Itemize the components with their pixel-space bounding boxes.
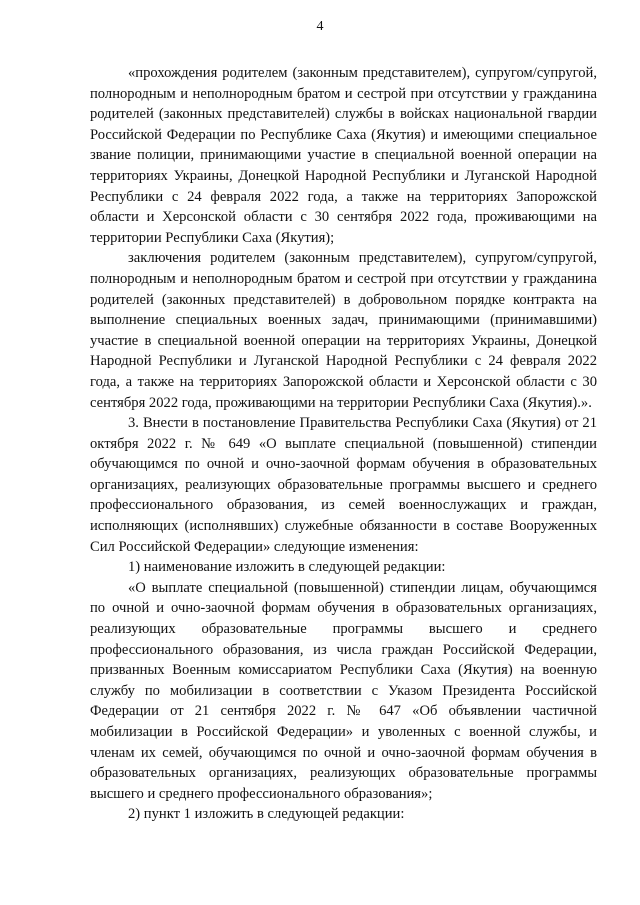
paragraph-subitem-1: 1) наименование изложить в следующей редакции: — [128, 559, 446, 576]
document-body — [90, 63, 597, 825]
paragraph-subitem-2: 2) пункт 1 изложить в следующей редакции: — [128, 806, 405, 823]
paragraph-item-3: 3. Внести в постановление Правительства Республики Саха (Якутия) от 21 октября 2022 г. № 649 «О выплате специальной (повышенной) стипендии обучающимся по очной и очно-заочной формам обучения в образовательных организациях, реализующих образовательные программы высшего и среднего профессионального образования, из семей военнослужащих и граждан, исполняющих (исполнявших) служебные обязанности в составе Вооруженных Сил Российской Федерации» следующие изменения: — [90, 415, 597, 555]
paragraph-military-service-clause: «прохождения родителем (законным представителем), супругом/супругой, полнородным и неполнородным братом и сестрой при отсутствии у гражданина родителей (законных представителей) службы в войсках национальной гвардии Российской Федерации по Республике Саха (Якутия) и имеющими специальное звание полиции, принимающими участие в специальной военной операции на территориях Украины, Донецкой Народной Республики и Луганской Народной Республики с 24 февраля 2022 года, а также на территориях Запорожской области и Херсонской области с 30 сентября 2022 года, проживающими на территории Республики Саха (Якутия); — [90, 65, 597, 246]
paragraph-new-title: «О выплате специальной (повышенной) стипендии лицам, обучающимся по очной и очно-заочной формам обучения в образовательных организациях, реализующих образовательные программы высшего и среднего профессионального образования, из числа граждан Российской Федерации, призванных Военным комиссариатом Республики Саха (Якутия) на военную службу по мобилизации в соответствии с Указом Президента Российской Федерации от 21 сентября 2022 г. № 647 «Об объявлении частичной мобилизации в Российской Федерации» и уволенных с военной службы, и членам их семей, обучающимся по очной и очно-заочной формам обучения в образовательных организациях, реализующих образовательные программы высшего и среднего профессионального образования»; — [90, 579, 597, 802]
paragraph-contract-clause: заключения родителем (законным представителем), супругом/супругой, полнородным и неполнородным братом и сестрой при отсутствии у гражданина родителей (законных представителей) в добровольном порядке контракта на выполнение специальных военных задач, принимающими (принимавшими) участие в специальной военной операции на территориях Украины, Донецкой Народной Республики и Луганской Народной Республики с 24 февраля 2022 года, а также на территориях Запорожской области и Херсонской области с 30 сентября 2022 года, проживающими на территории Республики Саха (Якутия).». — [90, 250, 597, 411]
page-number: 4 — [316, 19, 324, 34]
